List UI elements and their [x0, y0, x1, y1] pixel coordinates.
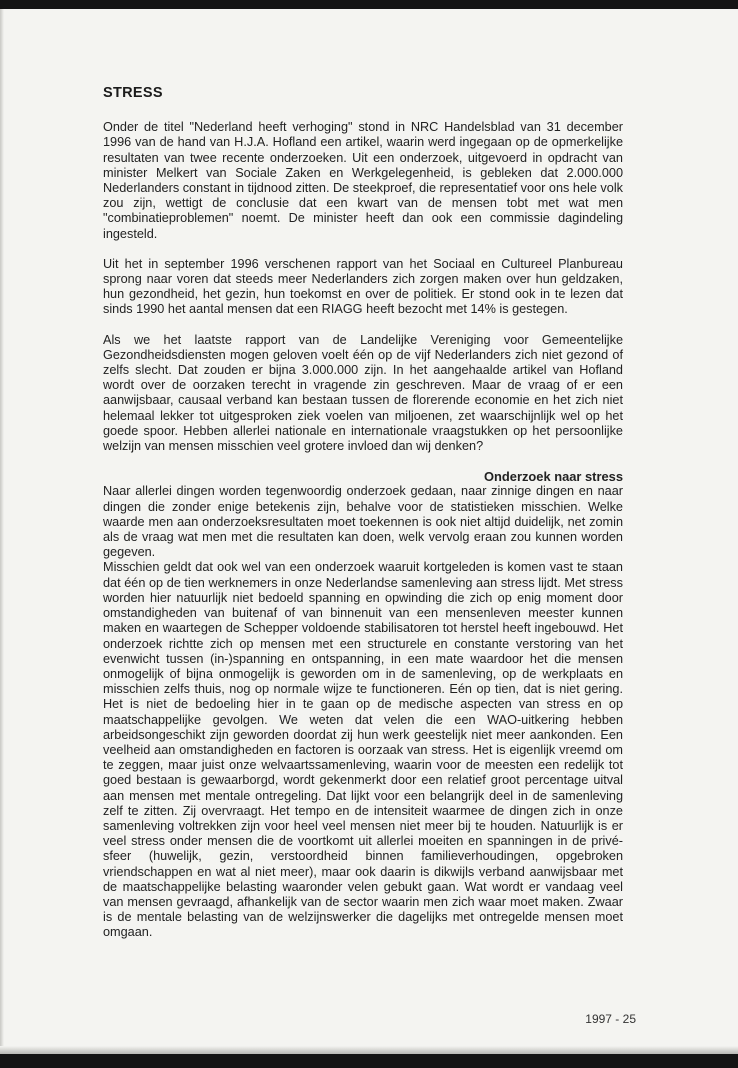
- section-heading: Onderzoek naar stress: [484, 469, 623, 485]
- article: [103, 86, 623, 941]
- paragraph-3: Als we het laatste rapport van de Landelijke Vereniging voor Gemeentelijke Gezondheidsdiensten mogen geloven voelt één op de vijf Nederlanders zich niet gezond of zelfs slecht. Dat zouden er bijna 3.000.000 zijn. In het aangehaalde artikel van Hofland wordt over de oorzaken terecht in vragende zin geschreven. Maar de vraag of er een aanwijsbaar, causaal verband kan bestaan tussen de florerende economie en het zich niet helemaal lekker tot uitgesproken ziek voelen van miljoenen, zet waarschijnlijk wel op het goede spoor. Hebben allerlei nationale en internationale vraagstukken op het persoonlijke welzijn van mensen misschien veel grotere invloed dan wij denken?: [103, 332, 623, 454]
- scan-bottom-border: [0, 1054, 738, 1068]
- paragraph-2: Uit het in september 1996 verschenen rapport van het Sociaal en Cultureel Planbureau sprong naar voren dat steeds meer Nederlanders zich zorgen maken over hun geldzaken, hun gezondheid, het gezin, hun toekomst en over de politiek. Er stond ook in te lezen dat sinds 1990 het aantal mensen dat een RIAGG heeft bezocht met 14% is gestegen.: [103, 256, 623, 317]
- page-number: 1997 - 25: [585, 1012, 636, 1026]
- scan-bottom-shade: [0, 1046, 738, 1054]
- section-paragraph-1: Naar allerlei dingen worden tegenwoordig onderzoek gedaan, naar zinnige dingen en naar dingen die zonder enige betekenis zijn, behalve voor de statistieken misschien. Welke waarde men aan onderzoeksresultaten moet toekennen is ook niet altijd duidelijk, net zomin als de vraag wat men met die resultaten kan doen, welk vervolg eraan zou kunnen worden gegeven.: [103, 484, 623, 560]
- article-title: STRESS: [103, 85, 163, 101]
- section-onderzoek: [103, 469, 623, 940]
- scan-top-border: [0, 0, 738, 9]
- scan-left-edge: [0, 9, 4, 1054]
- section-paragraph-2: Misschien geldt dat ook wel van een onderzoek waaruit kortgeleden is komen vast te staan dat één op de tien werknemers in onze Nederlandse samenleving aan stress lijdt. Met stress worden hier natuurlijk niet bedoeld spanning en opwinding die zich op enig moment door omstandigheden van buitenaf of van binnenuit van een mensenleven meester kunnen maken en waartegen de Schepper voldoende stabilisatoren tot herstel heeft ingebouwd. Het onderzoek richtte zich op mensen met een structurele en constante verstoring van het evenwicht tussen (in-)spanning en ontspanning, in een mate waardoor het die mensen onmogelijk of bijna onmogelijk is geworden om in de samenleving, op de werkplaats en misschien zelfs thuis, nog op normale wijze te functioneren. Eén op tien, dat is niet gering. Het is niet de bedoeling hier in te gaan op de medische aspecten van stress en op maatschappelijke gevolgen. We weten dat velen die een WAO-uitkering hebben arbeidsongeschikt zijn geworden doordat zij hun werk geestelijk niet meer aankonden. Een veelheid aan omstandigheden en factoren is oorzaak van stress. Het is eigenlijk vreemd om te zeggen, maar juist onze welvaartssamenleving, waarin voor de meesten een redelijk tot goed bestaan is gewaarborgd, wordt gekenmerkt door een relatief groot percentage uitval aan mensen met mentale ontregeling. Dat lijkt voor een belangrijk deel in de samenleving zelf te zitten. Zij overvraagt. Het tempo en de intensiteit waarmee de dingen zich in onze samenleving voltrekken zijn voor heel veel mensen niet meer bij te houden. Natuurlijk is er veel stress onder mensen die de voortkomt uit allerlei moeiten en spanningen in de privé-sfeer (huwelijk, gezin, verstoordheid binnen familieverhoudingen, opgebroken vriendschappen en wat al niet meer), maar ook daarin is dikwijls verband aanwijsbaar met de maatschappelijke belasting waaronder velen gebukt gaan. Wat wordt er vandaag veel van mensen gevraagd, afhankelijk van de sector waarin men zich waar moet maken. Zwaar is de mentale belasting van de welzijnswerker die dagelijks met ontregelde mensen moet omgaan.: [103, 560, 623, 940]
- paragraph-1: Onder de titel "Nederland heeft verhoging" stond in NRC Handelsblad van 31 december 1996 van de hand van H.J.A. Hofland een artikel, waarin werd ingegaan op de opmerkelijke resultaten van twee recente onderzoeken. Uit een onderzoek, uitgevoerd in opdracht van minister Melkert van Sociale Zaken en Werkgelegenheid, is gebleken dat 2.000.000 Nederlanders constant in tijdnood zitten. De steekproef, die representatief voor ons hele volk zou zijn, wettigt de conclusie dat een kwart van de mensen tobt met wat men "combinatieproblemen" noemt. De minister heeft dan ook een commissie dagindeling ingesteld.: [103, 120, 623, 241]
